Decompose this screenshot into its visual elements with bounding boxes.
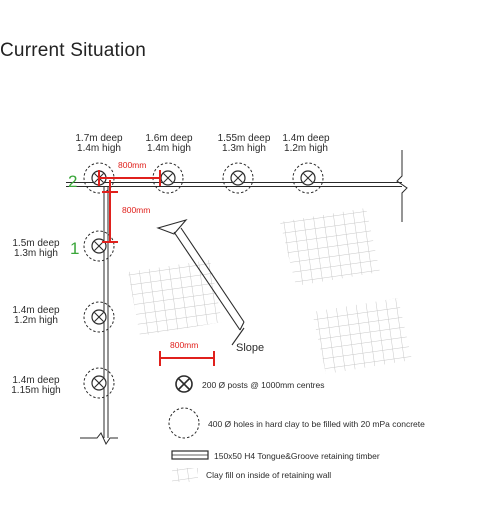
post-icon: [92, 376, 106, 390]
post-height-label: 1.3m high: [222, 143, 266, 154]
post-depth-label: 1.6m deep: [145, 133, 193, 144]
legend-timber-icon: [172, 451, 208, 459]
post-depth-label: 1.4m deep: [282, 133, 330, 144]
post-depth-label: 1.4m deep: [12, 375, 60, 386]
post-depth-label: 1.7m deep: [75, 133, 123, 144]
post-icon: [301, 171, 315, 185]
legend-hole-text: 400 Ø holes in hard clay to be filled with 20 mPa concrete: [208, 419, 425, 429]
post-symbol: [84, 302, 114, 332]
vertical-dimension-label: 800mm: [122, 205, 151, 215]
post-height-label: 1.15m high: [11, 385, 61, 396]
marker-two: 2: [68, 172, 78, 191]
post-icon: [161, 171, 175, 185]
wall-break-mark: [80, 433, 118, 444]
top-dimension-label: 800mm: [118, 160, 147, 170]
clay-hatch-patch: [280, 208, 380, 286]
post-symbol: [293, 163, 323, 193]
post-depth-label: 1.55m deep: [217, 133, 271, 144]
legend-post-icon: [176, 376, 192, 392]
post-height-label: 1.2m high: [14, 315, 58, 326]
post-height-label: 1.4m high: [147, 143, 191, 154]
post-height-label: 1.3m high: [14, 248, 58, 259]
post-symbol: [84, 368, 114, 398]
legend-clay-icon: [172, 468, 198, 482]
marker-one: 1: [70, 239, 80, 258]
clay-hatch-patch: [128, 260, 222, 336]
scale-bar-label: 800mm: [170, 340, 199, 350]
post-height-label: 1.4m high: [77, 143, 121, 154]
legend-hole-icon: [169, 408, 199, 438]
post-symbol: [223, 163, 253, 193]
legend-post-text: 200 Ø posts @ 1000mm centres: [202, 380, 325, 390]
legend-timber-text: 150x50 H4 Tongue&Groove retaining timber: [214, 451, 380, 461]
post-icon: [92, 310, 106, 324]
post-depth-label: 1.4m deep: [12, 305, 60, 316]
post-icon: [231, 171, 245, 185]
slope-label: Slope: [236, 342, 265, 354]
clay-hatch-patch: [312, 298, 412, 374]
post-height-label: 1.2m high: [284, 143, 328, 154]
post-depth-label: 1.5m deep: [12, 238, 60, 249]
legend-clay-text: Clay fill on inside of retaining wall: [206, 470, 332, 480]
page-title: Current Situation: [0, 40, 146, 61]
legend: [169, 376, 425, 482]
